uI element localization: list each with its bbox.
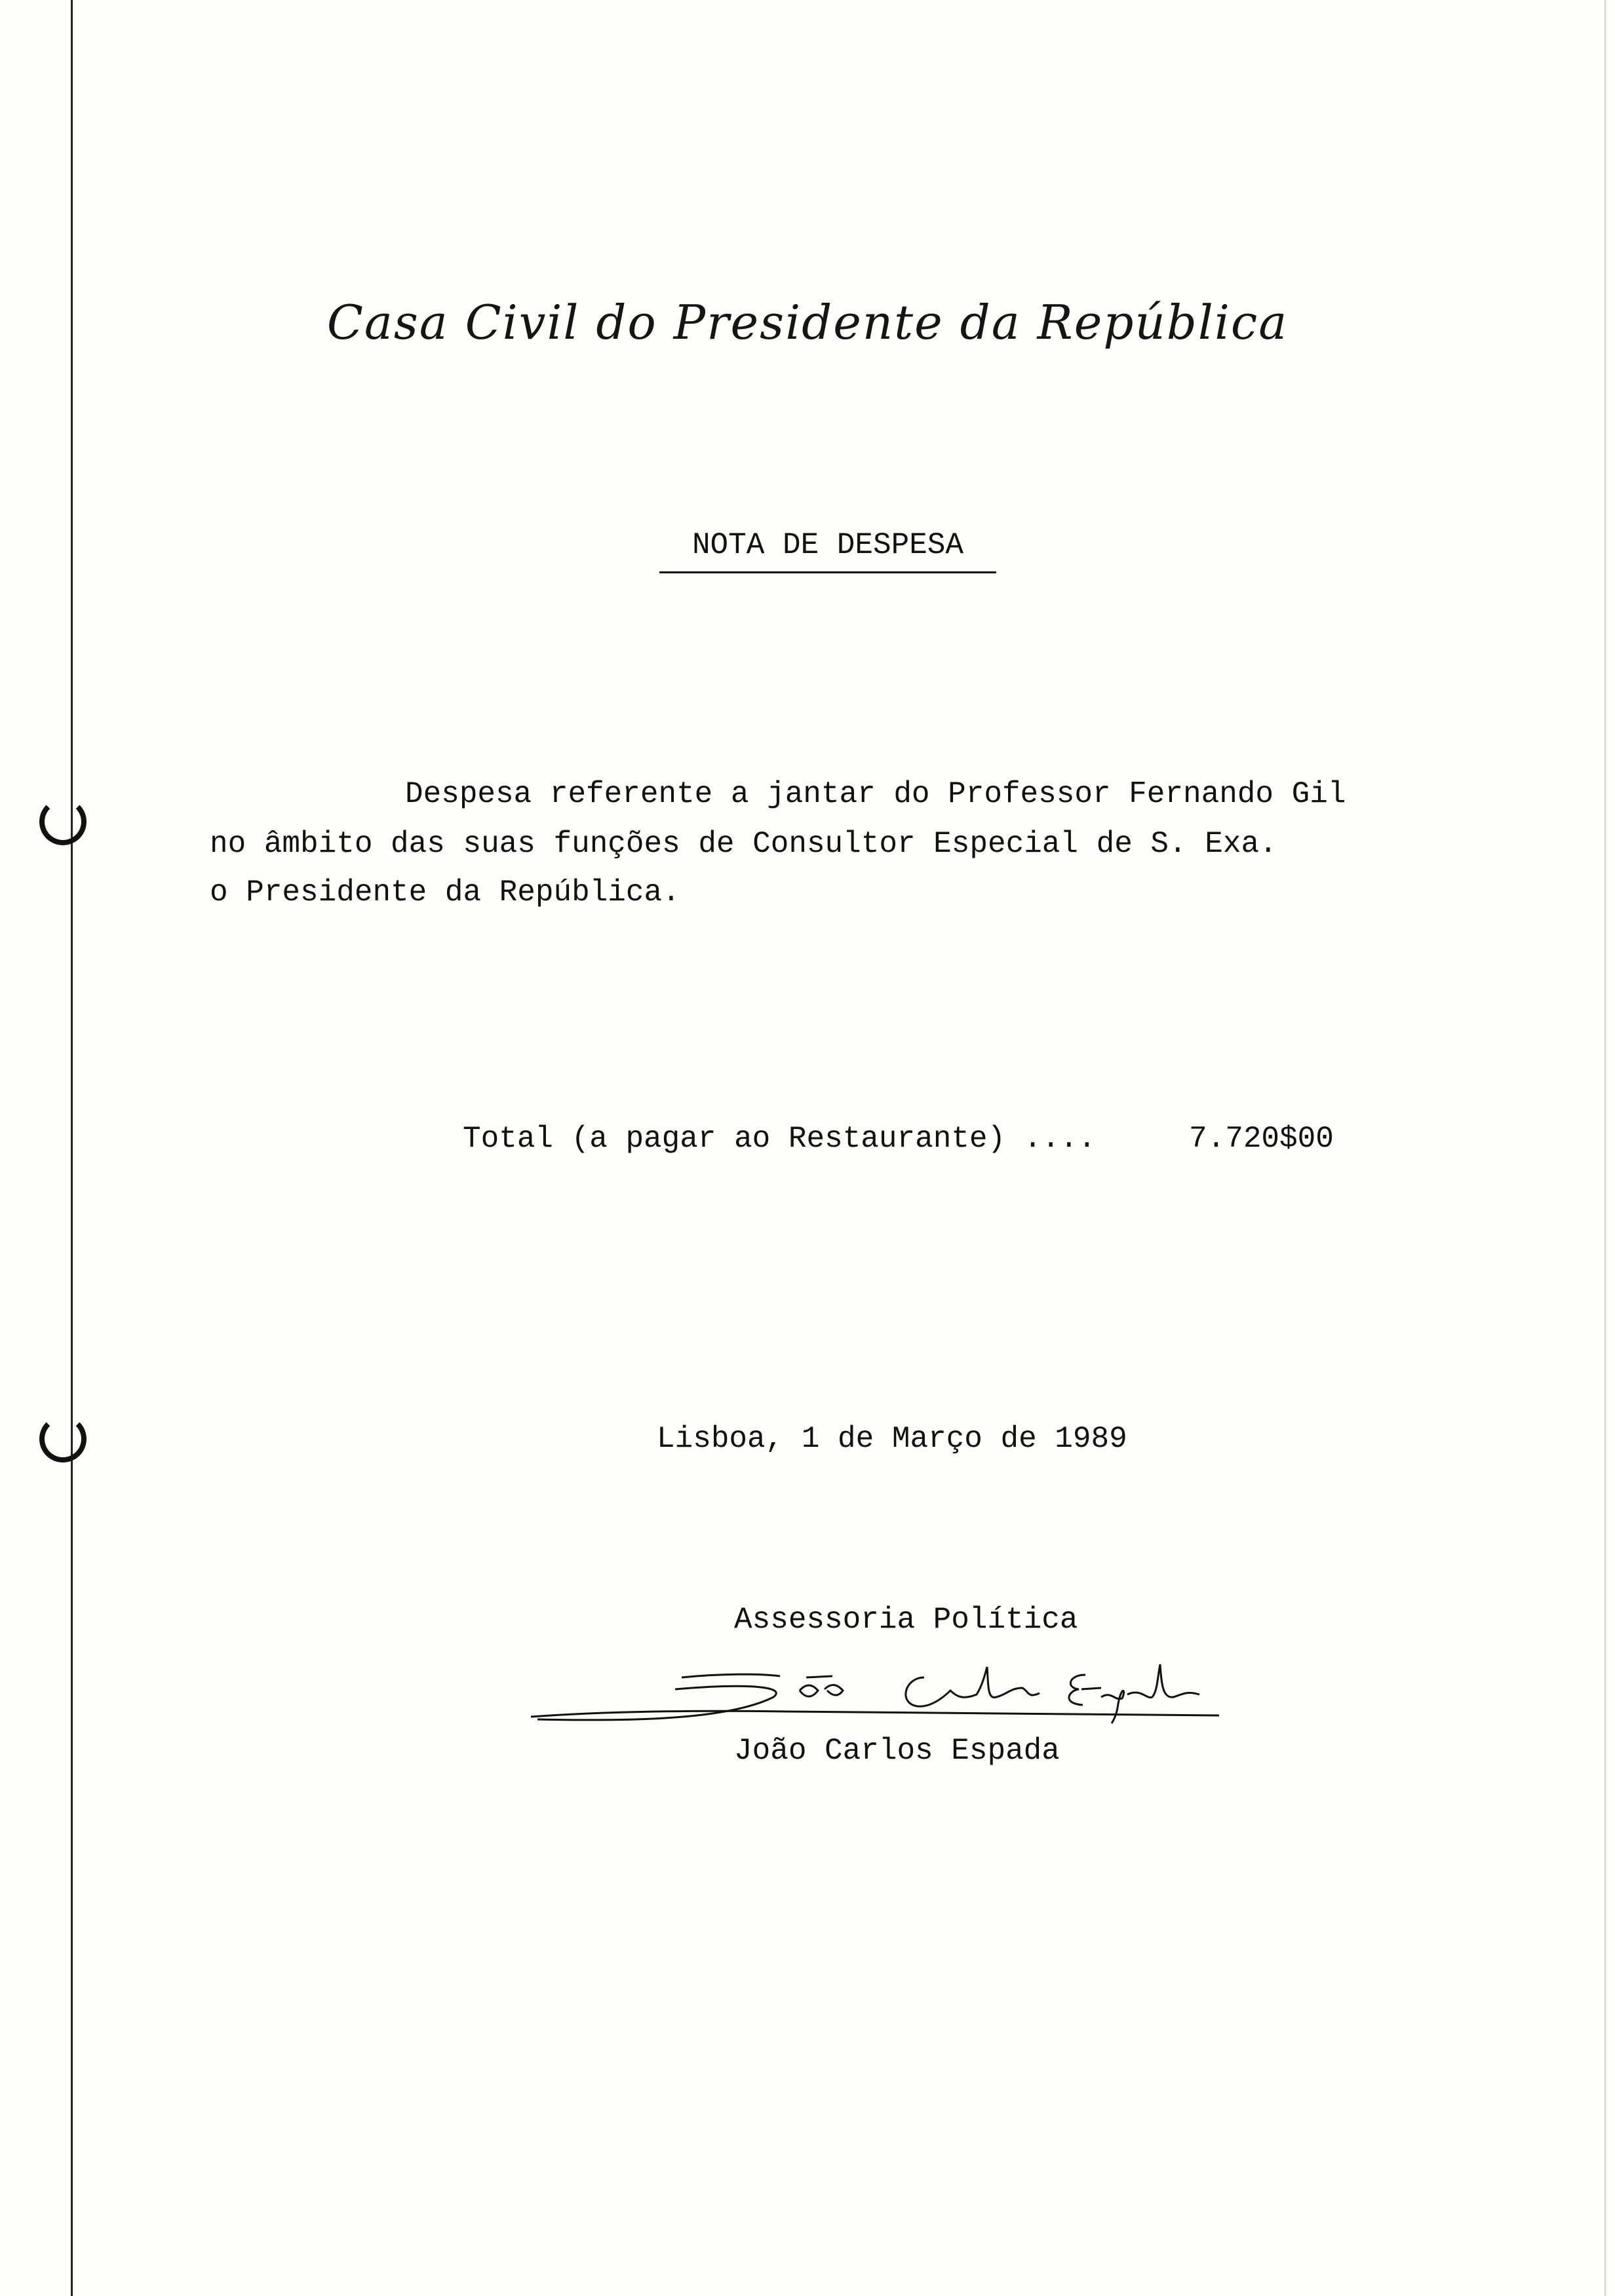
letterhead: Casa Civil do Presidente da República: [326, 295, 1289, 350]
punch-hole-icon: [39, 798, 87, 845]
body-line: Despesa referente a jantar do Professor Fernando Gil: [405, 777, 1346, 811]
date-line: Lisboa, 1 de Março de 1989: [657, 1422, 1127, 1456]
signer-name: João Carlos Espada: [734, 1734, 1060, 1768]
total-label: Total (a pagar ao Restaurante) ....: [463, 1122, 1097, 1156]
handwritten-signature: [524, 1651, 1232, 1736]
total-amount: 7.720$00: [1189, 1122, 1334, 1156]
document-title: NOTA DE DESPESA: [659, 528, 996, 573]
body-line: no âmbito das suas funções de Consultor Especial de S. Exa.: [210, 827, 1277, 861]
body-line: o Presidente da República.: [210, 875, 680, 909]
punch-hole-icon: [39, 1415, 87, 1463]
signature-department: Assessoria Política: [734, 1603, 1078, 1637]
